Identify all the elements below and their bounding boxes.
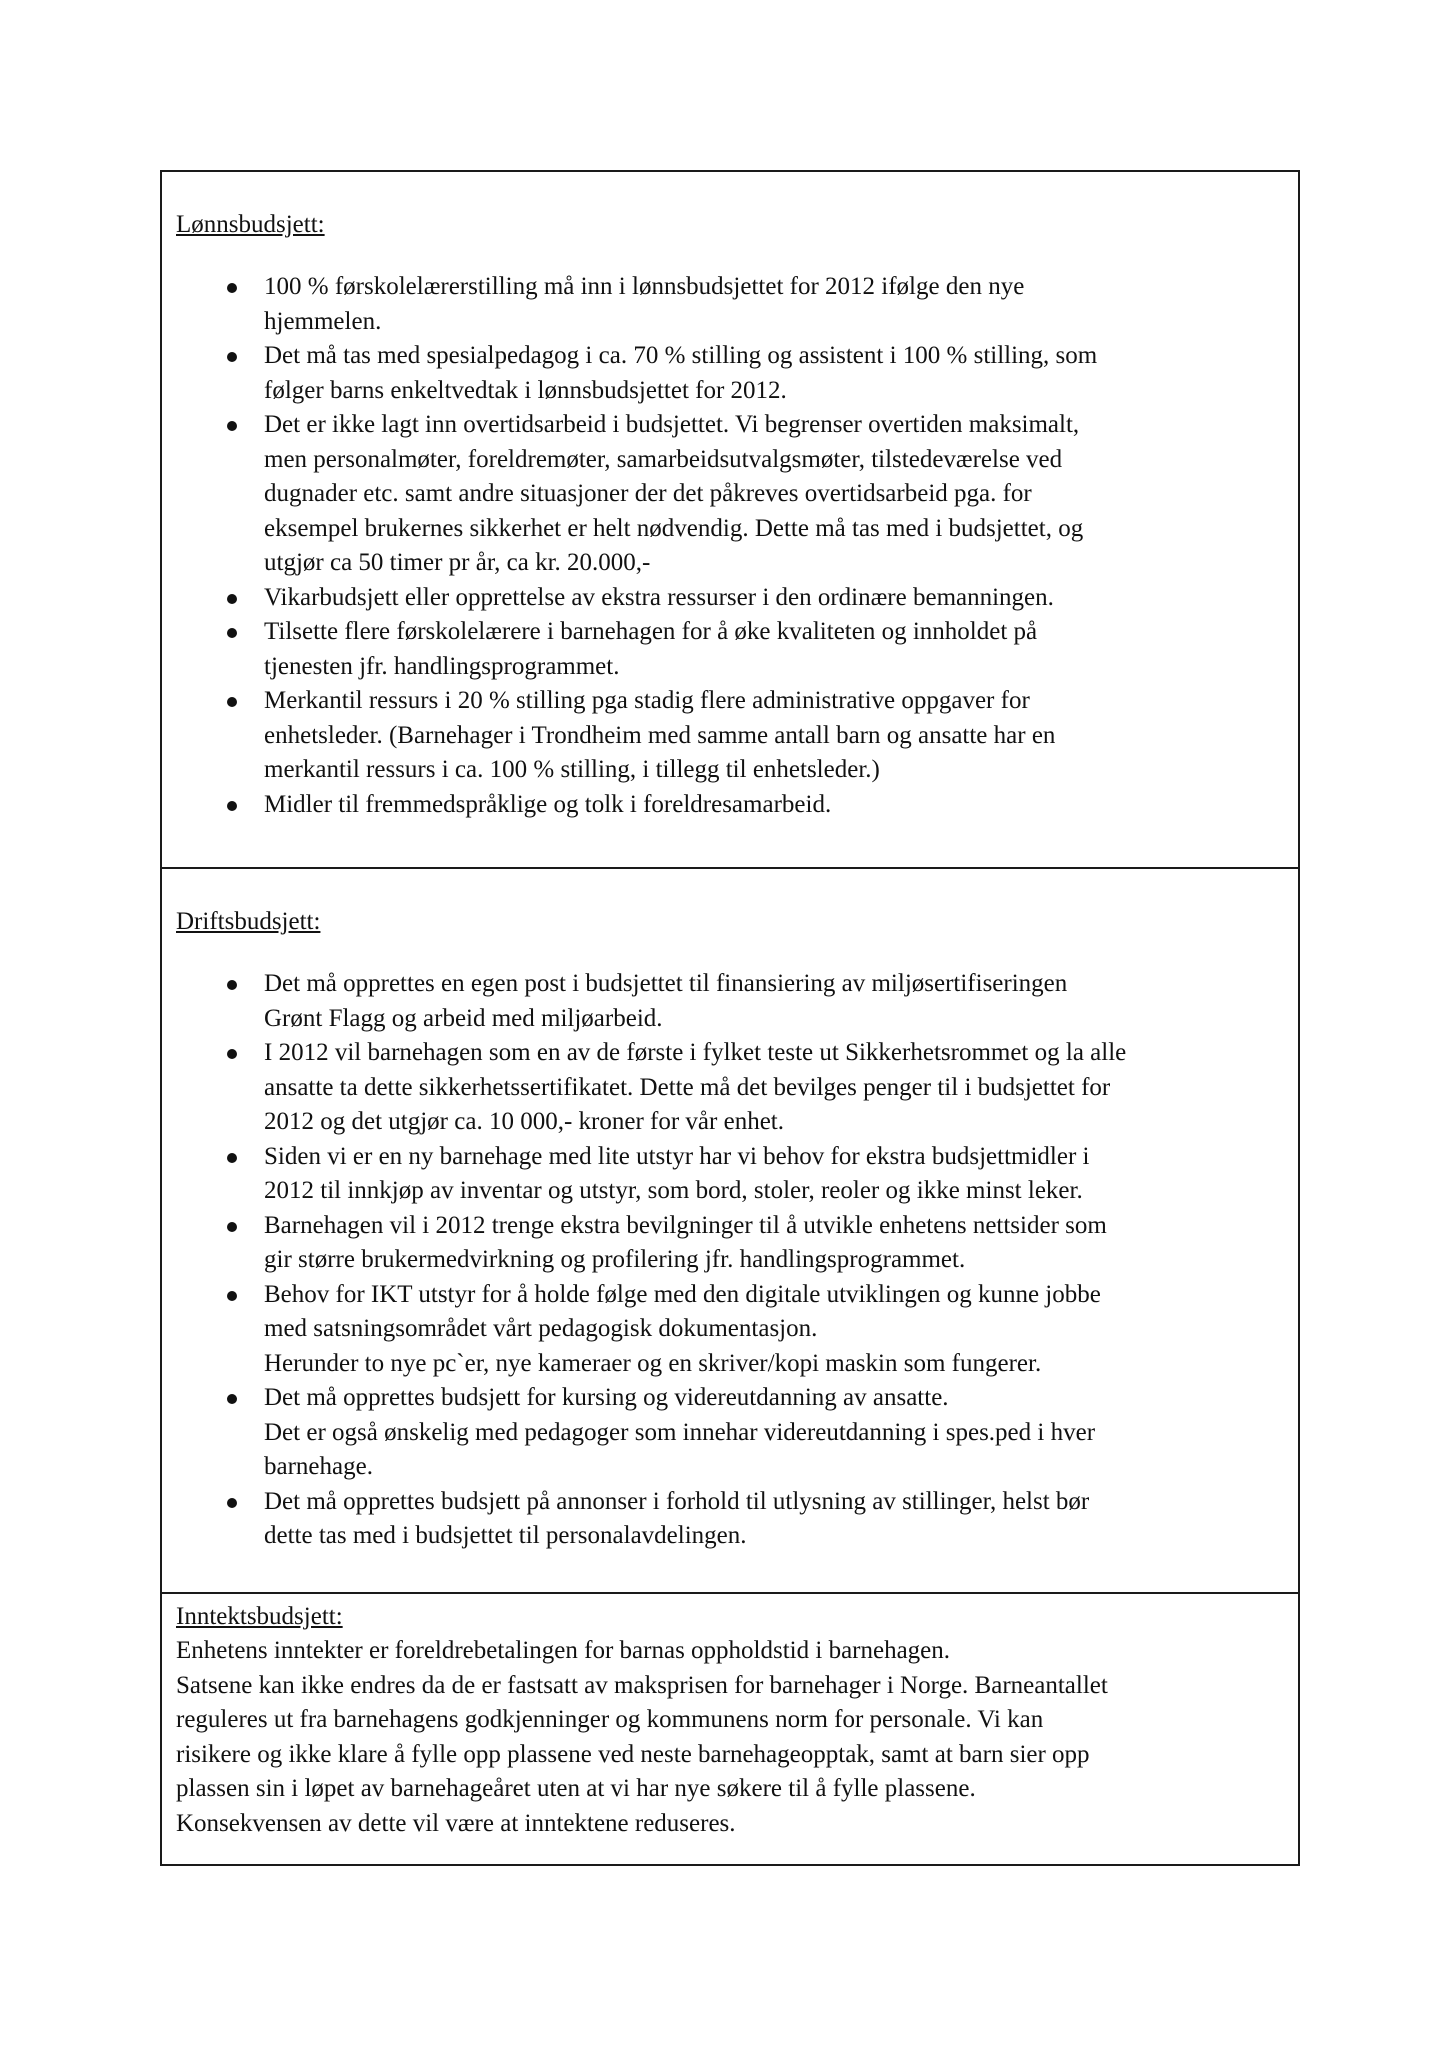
bullet-icon <box>227 980 237 990</box>
list-item-line: Det er også ønskelig med pedagoger som innehar videreutdanning i spes.ped i hver <box>264 1418 1096 1446</box>
salary-budget-heading: Lønnsbudsjett: <box>176 211 325 238</box>
paragraph-line: plassen sin i løpet av barnehageåret uten at vi har nye søkere til å fylle plassene. <box>176 1775 976 1802</box>
bullet-icon <box>227 594 237 604</box>
list-item <box>176 270 1282 339</box>
salary-budget-section <box>162 172 1298 867</box>
income-budget-section <box>162 1592 1298 1864</box>
bullet-icon <box>227 1498 237 1508</box>
list-item-line: 2012 til innkjøp av inventar og utstyr, som bord, stoler, reoler og ikke minst leker. <box>264 1177 1083 1204</box>
paragraph-line: reguleres ut fra barnehagens godkjenninger og kommunens norm for personale. Vi kan <box>176 1706 1044 1733</box>
list-item-line: eksempel brukernes sikkerhet er helt nødvendig. Dette må tas med i budsjettet, og <box>264 514 1084 542</box>
list-item-line: enhetsleder. (Barnehager i Trondheim med samme antall barn og ansatte har en <box>264 721 1056 749</box>
bullet-icon <box>227 628 237 638</box>
paragraph-line: Satsene kan ikke endres da de er fastsatt av maksprisen for barnehager i Norge. Barneantallet <box>176 1671 1108 1699</box>
list-item-line: men personalmøter, foreldremøter, samarbeidsutvalgsmøter, tilstedeværelse ved <box>264 445 1063 473</box>
list-item <box>176 1140 1282 1209</box>
bullet-icon <box>227 801 237 811</box>
list-item-line: Merkantil ressurs i 20 % stilling pga stadig flere administrative oppgaver for <box>264 687 1030 714</box>
list-item-line: utgjør ca 50 timer pr år, ca kr. 20.000,- <box>264 549 651 576</box>
list-item-line: Behov for IKT utstyr for å holde følge med den digitale utviklingen og kunne jobbe <box>264 1280 1101 1308</box>
list-item-line: Midler til fremmedspråklige og tolk i foreldresamarbeid. <box>264 790 832 818</box>
operating-budget-heading: Driftsbudsjett: <box>176 908 321 935</box>
bullet-icon <box>227 1153 237 1163</box>
list-item-line: Det må opprettes en egen post i budsjettet til finansiering av miljøsertifiseringen <box>264 970 1068 997</box>
list-item <box>176 339 1282 408</box>
paragraph-line: risikere og ikke klare å fylle opp plassene ved neste barnehageopptak, samt at barn sier opp <box>176 1740 1090 1768</box>
bullet-icon <box>227 421 237 431</box>
list-item-line: dugnader etc. samt andre situasjoner der det påkreves overtidsarbeid pga. for <box>264 480 1032 507</box>
list-item-line: tjenesten jfr. handlingsprogrammet. <box>264 652 620 680</box>
list-item <box>176 1278 1282 1382</box>
income-budget-text <box>176 1634 1282 1841</box>
list-item-line: Det må opprettes budsjett på annonser i forhold til utlysning av stillinger, helst bør <box>264 1487 1090 1515</box>
list-item-line: Det må tas med spesialpedagog i ca. 70 % stilling og assistent i 100 % stilling, som <box>264 342 1098 369</box>
income-budget-heading: Inntektsbudsjett: <box>176 1603 343 1630</box>
budget-table <box>160 170 1300 1866</box>
bullet-icon <box>227 352 237 362</box>
list-item-line: Siden vi er en ny barnehage med lite utstyr har vi behov for ekstra budsjettmidler i <box>264 1142 1090 1170</box>
list-item-line: Tilsette flere førskolelærere i barnehagen for å øke kvaliteten og innholdet på <box>264 618 1038 645</box>
bullet-icon <box>227 1049 237 1059</box>
list-item-line: med satsningsområdet vårt pedagogisk dokumentasjon. <box>264 1315 818 1342</box>
list-item-line: merkantil ressurs i ca. 100 % stilling, i tillegg til enhetsleder.) <box>264 756 880 783</box>
bullet-icon <box>227 697 237 707</box>
list-item <box>176 408 1282 581</box>
list-item-line: Barnehagen vil i 2012 trenge ekstra bevilgninger til å utvikle enhetens nettsider som <box>264 1211 1107 1239</box>
list-item-line: Det må opprettes budsjett for kursing og videreutdanning av ansatte. <box>264 1384 949 1411</box>
paragraph-line: Konsekvensen av dette vil være at inntektene reduseres. <box>176 1809 736 1837</box>
list-item-line: Det er ikke lagt inn overtidsarbeid i budsjettet. Vi begrenser overtiden maksimalt, <box>264 411 1080 438</box>
list-item-line: hjemmelen. <box>264 307 382 335</box>
list-item-line: 100 % førskolelærerstilling må inn i lønnsbudsjettet for 2012 ifølge den nye <box>264 273 1025 300</box>
paragraph-line: Enhetens inntekter er foreldrebetalingen for barnas oppholdstid i barnehagen. <box>176 1637 951 1664</box>
list-item <box>176 581 1282 616</box>
list-item <box>176 1485 1282 1554</box>
list-item <box>176 967 1282 1036</box>
list-item-line: gir større brukermedvirkning og profilering jfr. handlingsprogrammet. <box>264 1246 966 1273</box>
list-item-line: 2012 og det utgjør ca. 10 000,- kroner for vår enhet. <box>264 1108 784 1135</box>
bullet-icon <box>227 1394 237 1404</box>
list-item-line: barnehage. <box>264 1453 373 1480</box>
operating-budget-section <box>162 867 1298 1592</box>
list-item <box>176 615 1282 684</box>
list-item-line: følger barns enkeltvedtak i lønnsbudsjettet for 2012. <box>264 376 787 404</box>
list-item <box>176 1209 1282 1278</box>
list-item-line: ansatte ta dette sikkerhetssertifikatet. Dette må det bevilges penger til i budsjettet for <box>264 1073 1111 1101</box>
list-item-line: Grønt Flagg og arbeid med miljøarbeid. <box>264 1004 663 1032</box>
list-item-line: I 2012 vil barnehagen som en av de første i fylket teste ut Sikkerhetsrommet og la alle <box>264 1039 1127 1066</box>
list-item-line: Herunder to nye pc`er, nye kameraer og en skriver/kopi maskin som fungerer. <box>264 1349 1042 1377</box>
bullet-icon <box>227 1222 237 1232</box>
list-item <box>176 684 1282 788</box>
bullet-icon <box>227 283 237 293</box>
list-item <box>176 788 1282 823</box>
salary-budget-list <box>176 270 1282 822</box>
operating-budget-list <box>176 967 1282 1554</box>
list-item-line: Vikarbudsjett eller opprettelse av ekstra ressurser i den ordinære bemanningen. <box>264 583 1054 611</box>
list-item <box>176 1036 1282 1140</box>
list-item-line: dette tas med i budsjettet til personalavdelingen. <box>264 1522 747 1549</box>
list-item <box>176 1381 1282 1485</box>
bullet-icon <box>227 1291 237 1301</box>
